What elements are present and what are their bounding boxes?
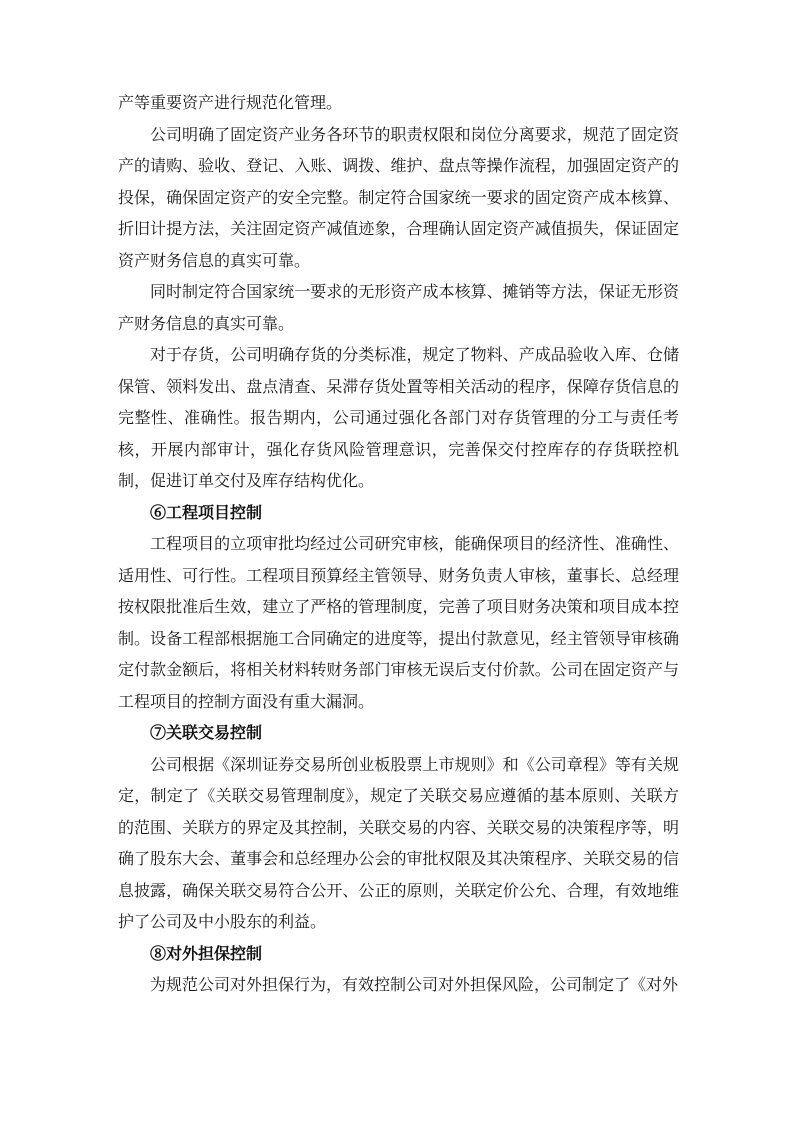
- document-content: [118, 88, 679, 1002]
- paragraph-intangible-assets: 同时制定符合国家统一要求的无形资产成本核算、摊销等方法，保证无形资产财务信息的真实可靠。: [118, 284, 679, 333]
- paragraph-inventory-control: 对于存货，公司明确存货的分类标准，规定了物料、产成品验收入库、仓储保管、领料发出、盘点清查、呆滞存货处置等相关活动的程序，保障存货信息的完整性、准确性。报告期内，公司通过强化各部门对存货管理的分工与责任考核，开展内部审计，强化存货风险管理意识，完善保交付控库存的存货联控机制，促进订单交付及库存结构优化。: [118, 347, 679, 490]
- paragraph-external-guarantee: 为规范公司对外担保行为，有效控制公司对外担保风险，公司制定了《对外: [150, 977, 679, 994]
- section-heading-related-party-transaction-control: ⑦关联交易控制: [150, 725, 263, 742]
- paragraph-fixed-assets-continuation: 产等重要资产进行规范化管理。: [118, 95, 343, 112]
- paragraph-related-party-transaction: 公司根据《深圳证券交易所创业板股票上市规则》和《公司章程》等有关规定，制定了《关联交易管理制度》，规定了关联交易应遵循的基本原则、关联方的范围、关联方的界定及其控制，关联交易的内容、关联交易的决策程序等，明确了股东大会、董事会和总经理办公会的审批权限及其决策程序、关联交易的信息披露，确保关联交易符合公开、公正的原则，关联定价公允、合理，有效地维护了公司及中小股东的利益。: [118, 756, 679, 931]
- section-heading-external-guarantee-control: ⑧对外担保控制: [150, 945, 263, 963]
- paragraph-engineering-project: 工程项目的立项审批均经过公司研究审核，能确保项目的经济性、准确性、适用性、可行性。工程项目预算经主管领导、财务负责人审核，董事长、总经理按权限批准后生效，建立了严格的管理制度，完善了项目财务决策和项目成本控制。设备工程部根据施工合同确定的进度等，提出付款意见，经主管领导审核确定付款金额后，将相关材料转财务部门审核无误后支付价款。公司在固定资产与工程项目的控制方面没有重大漏洞。: [118, 536, 679, 711]
- paragraph-fixed-assets-control: 公司明确了固定资产业务各环节的职责权限和岗位分离要求，规范了固定资产的请购、验收、登记、入账、调拨、维护、盘点等操作流程，加强固定资产的投保，确保固定资产的安全完整。制定符合国家统一要求的固定资产成本核算、折旧计提方法，关注固定资产减值迹象，合理确认固定资产减值损失，保证固定资产财务信息的真实可靠。: [118, 126, 679, 270]
- section-heading-engineering-project-control: ⑥工程项目控制: [150, 504, 263, 522]
